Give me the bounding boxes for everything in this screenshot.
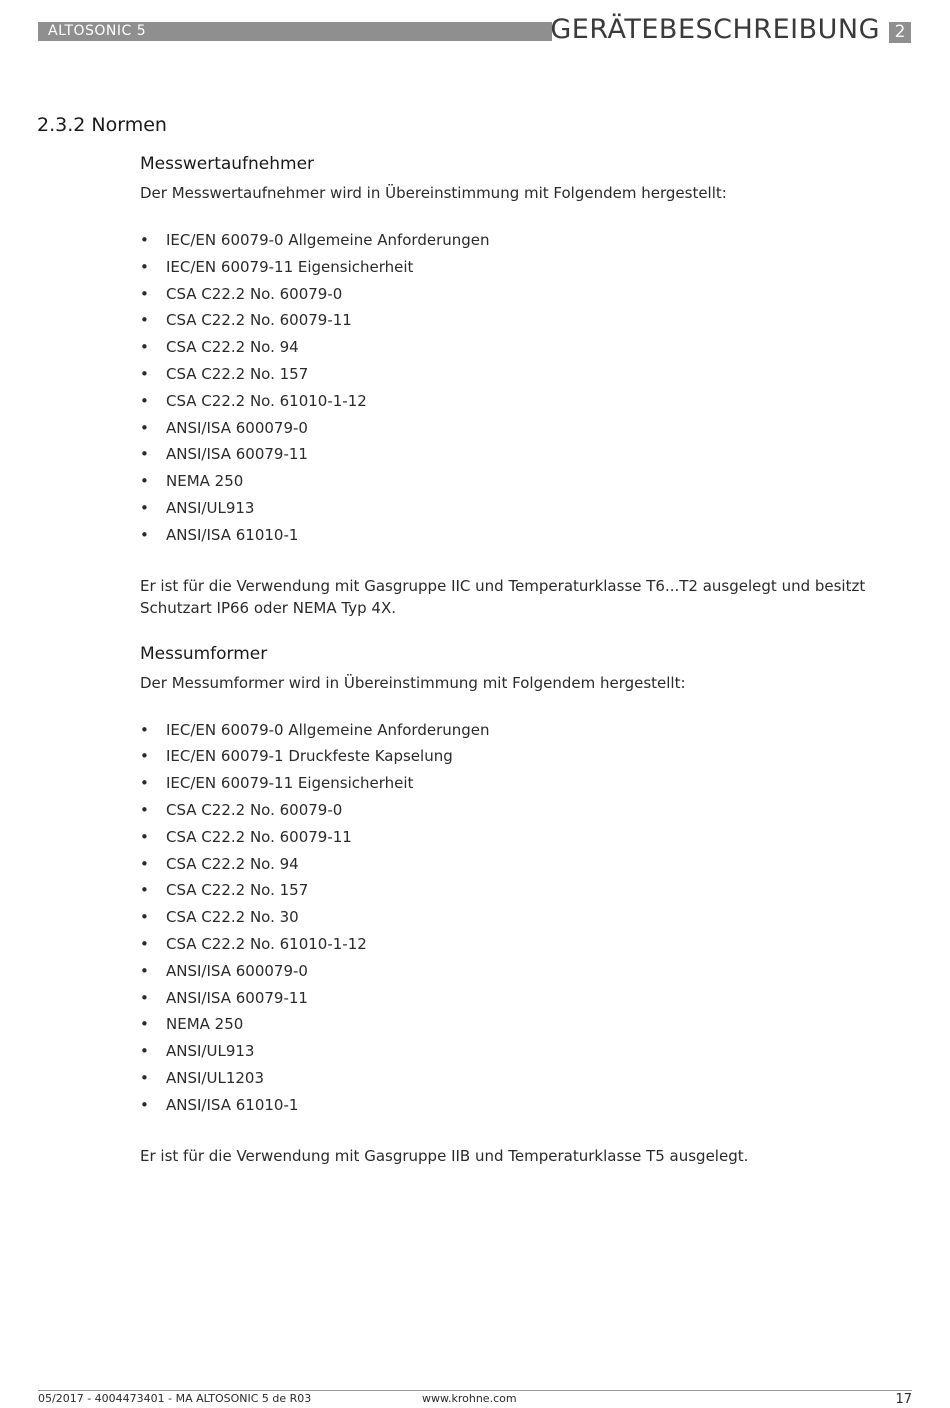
list-item-text: CSA C22.2 No. 60079-11 <box>166 827 352 846</box>
bullet-icon: • <box>140 1095 149 1114</box>
list-item <box>140 851 920 878</box>
bullet-icon: • <box>140 1015 149 1034</box>
bullet-icon: • <box>140 338 149 357</box>
list-item <box>140 281 920 308</box>
converter-outro: Er ist für die Verwendung mit Gasgruppe IIB und Temperaturklasse T5 ausgelegt. <box>140 1146 749 1165</box>
list-item-text: IEC/EN 60079-1 Druckfeste Kapselung <box>166 747 453 766</box>
list-item-text: CSA C22.2 No. 94 <box>166 854 299 873</box>
list-item <box>140 797 920 824</box>
list-item <box>140 743 920 770</box>
footer-doc-ref: 05/2017 - 4004473401 - MA ALTOSONIC 5 de R03 <box>38 1392 312 1405</box>
list-item-text: NEMA 250 <box>166 1015 244 1034</box>
bullet-icon: • <box>140 961 149 980</box>
list-item <box>140 877 920 904</box>
chapter-title: GERÄTEBESCHREIBUNG <box>550 14 880 45</box>
list-item-text: IEC/EN 60079-0 Allgemeine Anforderungen <box>166 720 490 739</box>
content-body <box>140 153 920 1167</box>
list-item <box>140 931 920 958</box>
list-item-text: IEC/EN 60079-11 Eigensicherheit <box>166 774 414 793</box>
page-number: 17 <box>895 1392 912 1407</box>
list-item <box>140 985 920 1012</box>
list-item <box>140 495 920 522</box>
bullet-icon: • <box>140 525 149 544</box>
list-item <box>140 441 920 468</box>
bullet-icon: • <box>140 934 149 953</box>
list-item <box>140 958 920 985</box>
list-item-text: ANSI/UL913 <box>166 498 255 517</box>
bullet-icon: • <box>140 988 149 1007</box>
bullet-icon: • <box>140 881 149 900</box>
list-item <box>140 334 920 361</box>
chapter-number-badge: 2 <box>889 22 911 43</box>
bullet-icon: • <box>140 800 149 819</box>
list-item <box>140 522 920 549</box>
list-item <box>140 468 920 495</box>
bullet-icon: • <box>140 720 149 739</box>
list-item-text: ANSI/ISA 60079-11 <box>166 445 308 464</box>
list-item <box>140 415 920 442</box>
header-bar <box>38 22 552 41</box>
bullet-icon: • <box>140 391 149 410</box>
section-heading: 2.3.2 Normen <box>37 114 167 136</box>
list-item-text: IEC/EN 60079-11 Eigensicherheit <box>166 257 414 276</box>
converter-intro: Der Messumformer wird in Übereinstimmung mit Folgendem hergestellt: <box>140 673 686 692</box>
list-item-text: CSA C22.2 No. 157 <box>166 881 309 900</box>
header-product-name: ALTOSONIC 5 <box>48 23 147 39</box>
list-item-text: CSA C22.2 No. 60079-0 <box>166 284 343 303</box>
bullet-icon: • <box>140 827 149 846</box>
list-item-text: ANSI/ISA 600079-0 <box>166 961 308 980</box>
converter-block <box>140 643 920 1167</box>
bullet-icon: • <box>140 284 149 303</box>
footer-website-link[interactable]: www.krohne.com <box>422 1392 517 1405</box>
list-item <box>140 388 920 415</box>
bullet-icon: • <box>140 908 149 927</box>
list-item-text: CSA C22.2 No. 61010-1-12 <box>166 391 367 410</box>
converter-title: Messumformer <box>140 643 268 664</box>
sensor-intro: Der Messwertaufnehmer wird in Übereinstimmung mit Folgendem hergestellt: <box>140 184 727 202</box>
sensor-norms-list <box>140 227 920 549</box>
list-item-text: NEMA 250 <box>166 472 244 491</box>
list-item-text: ANSI/UL1203 <box>166 1068 264 1087</box>
sensor-title: Messwertaufnehmer <box>140 154 315 174</box>
list-item <box>140 1065 920 1092</box>
list-item <box>140 1011 920 1038</box>
list-item-text: ANSI/ISA 60079-11 <box>166 988 308 1007</box>
list-item-text: CSA C22.2 No. 60079-0 <box>166 800 343 819</box>
bullet-icon: • <box>140 854 149 873</box>
list-item-text: CSA C22.2 No. 60079-11 <box>166 311 352 330</box>
list-item <box>140 824 920 851</box>
bullet-icon: • <box>140 231 149 249</box>
bullet-icon: • <box>140 1042 149 1061</box>
list-item-text: CSA C22.2 No. 30 <box>166 908 299 927</box>
list-item-text: CSA C22.2 No. 94 <box>166 338 299 357</box>
list-item <box>140 904 920 931</box>
bullet-icon: • <box>140 498 149 517</box>
footer-divider <box>38 1390 912 1391</box>
list-item-text: ANSI/UL913 <box>166 1042 255 1061</box>
bullet-icon: • <box>140 774 149 793</box>
list-item-text: ANSI/ISA 61010-1 <box>166 1095 299 1114</box>
list-item <box>140 1092 920 1119</box>
list-item-text: ANSI/ISA 600079-0 <box>166 418 308 437</box>
list-item-text: ANSI/ISA 61010-1 <box>166 525 299 544</box>
sensor-block <box>140 153 920 619</box>
bullet-icon: • <box>140 418 149 437</box>
bullet-icon: • <box>140 257 149 276</box>
sensor-outro: Er ist für die Verwendung mit Gasgruppe IIC und Temperaturklasse T6...T2 ausgelegt und besitzt Schutzart IP66 oder NEMA Typ 4X. <box>140 576 866 617</box>
list-item <box>140 227 920 254</box>
list-item-text: CSA C22.2 No. 157 <box>166 364 309 383</box>
bullet-icon: • <box>140 311 149 330</box>
list-item <box>140 307 920 334</box>
bullet-icon: • <box>140 747 149 766</box>
list-item <box>140 717 920 744</box>
list-item <box>140 254 920 281</box>
bullet-icon: • <box>140 364 149 383</box>
converter-norms-list <box>140 717 920 1119</box>
list-item <box>140 770 920 797</box>
list-item <box>140 361 920 388</box>
bullet-icon: • <box>140 445 149 464</box>
list-item-text: IEC/EN 60079-0 Allgemeine Anforderungen <box>166 231 490 249</box>
bullet-icon: • <box>140 1068 149 1087</box>
list-item <box>140 1038 920 1065</box>
list-item-text: CSA C22.2 No. 61010-1-12 <box>166 934 367 953</box>
bullet-icon: • <box>140 472 149 491</box>
